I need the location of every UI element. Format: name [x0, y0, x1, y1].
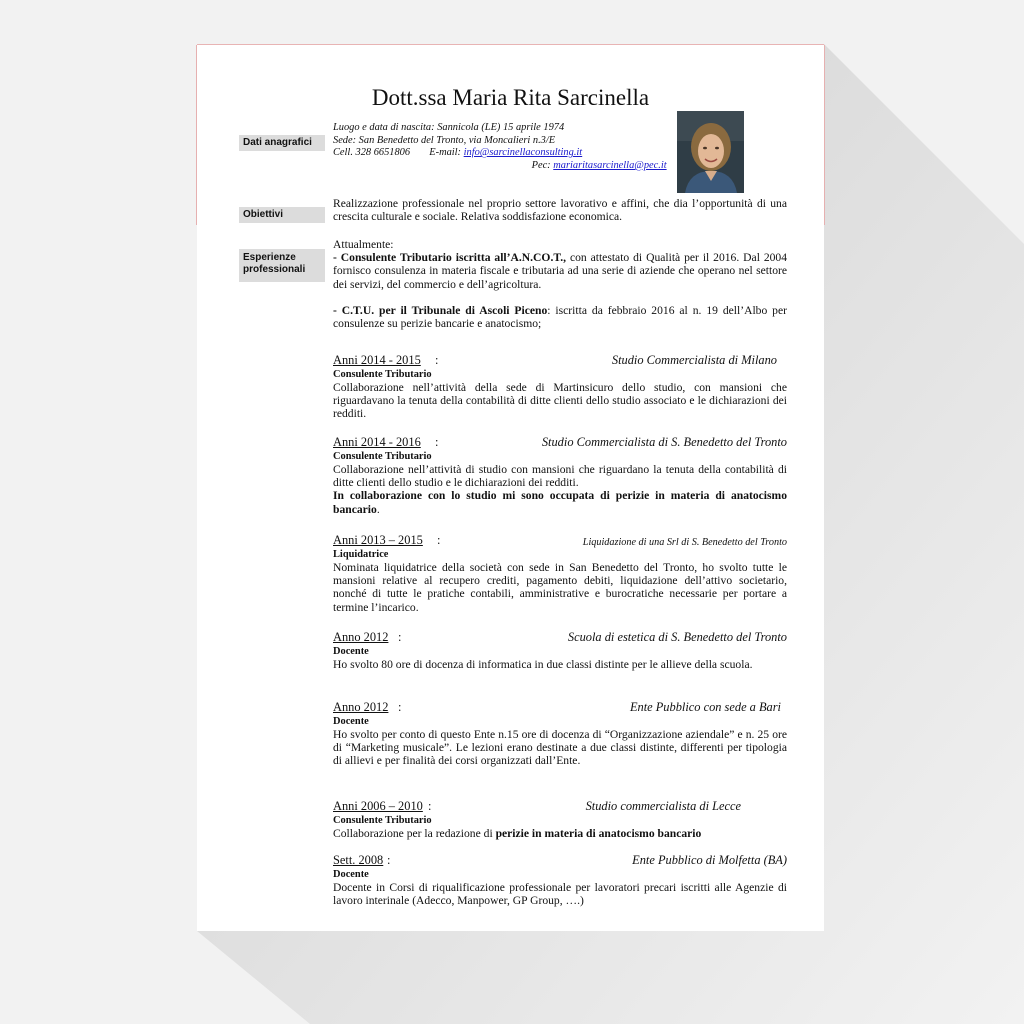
job-description: Collaborazione nell’attività di studio con mansioni che riguardano la tenuta della contabilità di ditte clienti dello studio e le dichiarazioni dei redditi.	[333, 463, 787, 490]
label-esperienze-line1: Esperienze	[243, 252, 296, 263]
job-place: Studio Commercialista di Milano	[611, 353, 777, 367]
job-period: Anno 2012	[333, 700, 389, 714]
job-entry	[333, 854, 787, 907]
job-role: Consulente Tributario	[333, 451, 432, 462]
job-description-bold-text: In collaborazione con lo studio mi sono occupata di perizie in materia di anatocismo bancario	[333, 489, 787, 516]
profile-photo	[677, 111, 744, 193]
job-role: Docente	[333, 869, 369, 880]
obiettivi-text: Realizzazione professionale nel proprio settore lavorativo e affini, che dia l’opportunità di una crescita culturale e sociale. Relativa soddisfazione economica.	[333, 197, 787, 224]
job-period: Sett. 2008	[333, 853, 384, 867]
job-place: Ente Pubblico di Molfetta (BA)	[632, 853, 787, 867]
personal-data	[333, 122, 667, 172]
current-intro: Attualmente:	[333, 238, 394, 251]
job-period-suffix: :	[398, 700, 402, 714]
job-period: Anno 2012	[333, 630, 389, 644]
job-place: Liquidazione di una Srl di S. Benedetto del Tronto	[582, 537, 787, 548]
current-p2	[333, 304, 787, 330]
cv-title: Dott.ssa Maria Rita Sarcinella	[371, 85, 650, 110]
job-description: Ho svolto per conto di questo Ente n.15 ore di docenza di “Organizzazione aziendale” e n. 25 ore di “Marketing musicale”. Le lezioni erano destinate a due classi distinte, differenti per tipologia di allievi e per finalità dei corsi organizzati dall’Ente.	[333, 728, 787, 768]
email-link[interactable]: info@sarcinellaconsulting.it	[463, 147, 583, 159]
job-place: Scuola di estetica di S. Benedetto del Tronto	[567, 630, 787, 644]
job-description-bold	[333, 489, 787, 515]
page-edge-right	[824, 45, 825, 225]
job-description-text: Collaborazione per la redazione di	[333, 827, 496, 840]
job-period: Anni 2006 – 2010	[333, 799, 423, 813]
current-p2-rest: : iscritta da febbraio 2016 al n. 19 dell’Albo per consulenze su perizie bancarie e anatocismo;	[333, 303, 787, 331]
pec-label: Pec:	[531, 159, 551, 171]
job-period-suffix: :	[398, 630, 402, 644]
current-p1	[333, 251, 787, 291]
job-role: Docente	[333, 646, 369, 657]
job-role: Consulente Tributario	[333, 369, 432, 380]
birth-line: Luogo e data di nascita: Sannicola (LE) 15 aprile 1974	[333, 122, 565, 133]
job-description: Ho svolto 80 ore di docenza di informatica in due classi distinte per le allieve della scuola.	[333, 658, 753, 671]
current-p2-bold: - C.T.U. per il Tribunale di Ascoli Piceno	[333, 303, 548, 317]
label-esperienze-line2: professionali	[243, 264, 306, 275]
job-description: Collaborazione nell’attività della sede di Martinsicuro dello studio, con mansioni che riguardavano la tenuta della contabilità di ditte clienti dello studio associato e le dichiarazioni dei redditi.	[333, 381, 787, 421]
address-line: Sede: San Benedetto del Tronto, via Moncalieri n.3/E	[333, 134, 556, 146]
job-period-suffix: :	[435, 435, 439, 449]
pec-link[interactable]: mariaritasarcinella@pec.it	[553, 159, 667, 171]
job-place: Studio commercialista di Lecce	[585, 799, 741, 813]
pec-line	[333, 160, 667, 173]
job-period: Anni 2013 – 2015	[333, 533, 423, 547]
job-entry	[333, 701, 787, 768]
job-description	[333, 827, 787, 840]
job-role: Liquidatrice	[333, 549, 389, 560]
email-label: E-mail:	[429, 147, 462, 159]
job-period: Anni 2014 - 2015	[333, 353, 421, 367]
job-description: Nominata liquidatrice della società con sede in San Benedetto del Tronto, ho svolto tutte le mansioni relative al recupero crediti, pagamento debiti, liquidazione dell’attivo societario, nonché di tutte le pratiche contabili, amministrative e burocratiche necessarie per portare a termine l’incarico.	[333, 561, 787, 614]
label-esperienze	[239, 249, 325, 282]
job-entry	[333, 631, 787, 671]
job-entry	[333, 800, 787, 840]
job-role: Consulente Tributario	[333, 815, 432, 826]
job-description-bold-text: perizie in materia di anatocismo bancario	[495, 827, 702, 840]
job-entry	[333, 354, 787, 421]
job-description: Docente in Corsi di riqualificazione professionale per lavoratori precari iscritti alle Agenzie di lavoro interinale (Adecco, Manpower, GP Group, ….)	[333, 881, 787, 908]
job-entry	[333, 436, 787, 516]
cv-page	[197, 44, 824, 931]
current-position	[333, 238, 787, 330]
contact-line	[333, 147, 667, 160]
job-period-suffix: :	[435, 353, 439, 367]
job-place: Ente Pubblico con sede a Bari	[629, 700, 781, 714]
job-period-suffix: :	[387, 853, 391, 867]
job-place: Studio Commercialista di S. Benedetto del Tronto	[541, 435, 787, 449]
current-p1-bold: - Consulente Tributario iscritta all’A.N.CO.T.,	[333, 251, 567, 265]
job-period-suffix: :	[437, 533, 441, 547]
job-period-suffix: :	[428, 799, 432, 813]
job-description-bold-suffix: .	[376, 502, 380, 516]
label-obiettivi: Obiettivi	[239, 207, 325, 223]
job-role: Docente	[333, 716, 369, 727]
page-edge-left	[196, 45, 197, 225]
job-entry	[333, 534, 787, 614]
label-dati-anagrafici: Dati anagrafici	[239, 135, 325, 151]
job-period: Anni 2014 - 2016	[333, 435, 421, 449]
cell-number: Cell. 328 6651806	[333, 147, 411, 159]
current-p1-rest: con attestato di Qualità per il 2016. Dal 2004 fornisco consulenza in materia fiscale e tributaria ad una serie di aziende che operano nel settore dei servizi, del commercio e dell’agricoltura.	[333, 251, 788, 291]
